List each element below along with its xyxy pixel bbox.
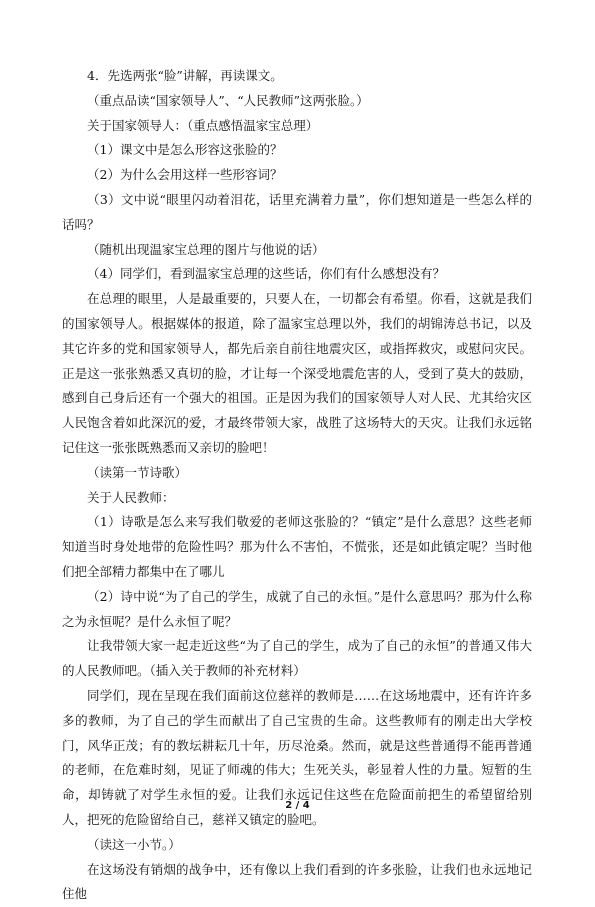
leader-image-note: （随机出现温家宝总理的图片与他说的话） <box>62 238 532 263</box>
leader-question-3: （3）文中说“眼里闪动着泪花，话里充满着力量”，你们想知道是一些怎么样的话吗？ <box>62 188 532 238</box>
leader-question-1: （1）课文中是怎么形容这张脸的？ <box>62 138 532 163</box>
teacher-question-1: （1）诗歌是怎么来写我们敬爱的老师这张脸的？“镇定”是什么意思？这些老师知道当时身处地带的危险性吗？那为什么不害怕，不慌张，还是如此镇定呢？当时他们把全部精力都集中在了哪儿 <box>62 510 532 584</box>
section-leader-heading: 关于国家领导人：（重点感悟温家宝总理） <box>62 114 532 139</box>
focus-note: （重点品读“国家领导人”、“人民教师”这两张脸。） <box>62 89 532 114</box>
read-first-stanza-note: （读第一节诗歌） <box>62 461 532 486</box>
step-heading: 4．先选两张“脸”讲解，再读课文。 <box>62 64 532 89</box>
leader-paragraph: 在总理的眼里，人是最重要的，只要人在，一切都会有希望。你看，这就是我们的国家领导人。根据媒体的报道，除了温家宝总理以外，我们的胡锦涛总书记，以及其它许多的党和国家领导人，都先后亲自前往地震灾区，或指挥救灾，或慰问灾民。正是这一张张熟悉又真切的脸，才让每一个深受地震危害的人，受到了莫大的鼓励，感到自己身后还有一个强大的祖国。正是因为我们的国家领导人对人民、尤其给灾区人民饱含着如此深沉的爱，才最终带领大家，战胜了这场特大的天灾。让我们永远铭记住这一张张既熟悉而又亲切的脸吧！ <box>62 287 532 461</box>
leader-question-4: （4）同学们，看到温家宝总理的这些话，你们有什么感想没有？ <box>62 262 532 287</box>
section-teacher-heading: 关于人民教师： <box>62 486 532 511</box>
teacher-intro-paragraph: 让我带领大家一起走近这些“为了自己的学生，成为了自己的永恒”的普通又伟大的人民教师吧。（插入关于教师的补充材料） <box>62 634 532 684</box>
teacher-paragraph: 同学们，现在呈现在我们面前这位慈祥的教师是……在这场地震中，还有许许多多的教师，为了自己的学生而献出了自己宝贵的生命。这些教师有的刚走出大学校门，风华正茂；有的教坛耕耘几十年，历尽沧桑。然而，就是这些普通得不能再普通的老师，在危难时刻，见证了师魂的伟大；生死关头，彰显着人性的力量。短暂的生命，却铸就了对学生永恒的爱。让我们永远记住这些在危险面前把生的希望留给别人，把死的危险留给自己，慈祥又镇定的脸吧。 <box>62 684 532 833</box>
read-section-note: （读这一小节。） <box>62 833 532 858</box>
teacher-question-2: （2）诗中说“为了自己的学生，成就了自己的永恒。”是什么意思吗？那为什么称之为永恒呢？是什么永恒了呢？ <box>62 585 532 635</box>
closing-paragraph: 在这场没有销烟的战争中，还有像以上我们看到的许多张脸，让我们也永远地记住他 <box>62 858 532 907</box>
page-number: 2 / 4 <box>0 800 595 811</box>
leader-question-2: （2）为什么会用这样一些形容词？ <box>62 163 532 188</box>
document-body <box>62 64 532 907</box>
